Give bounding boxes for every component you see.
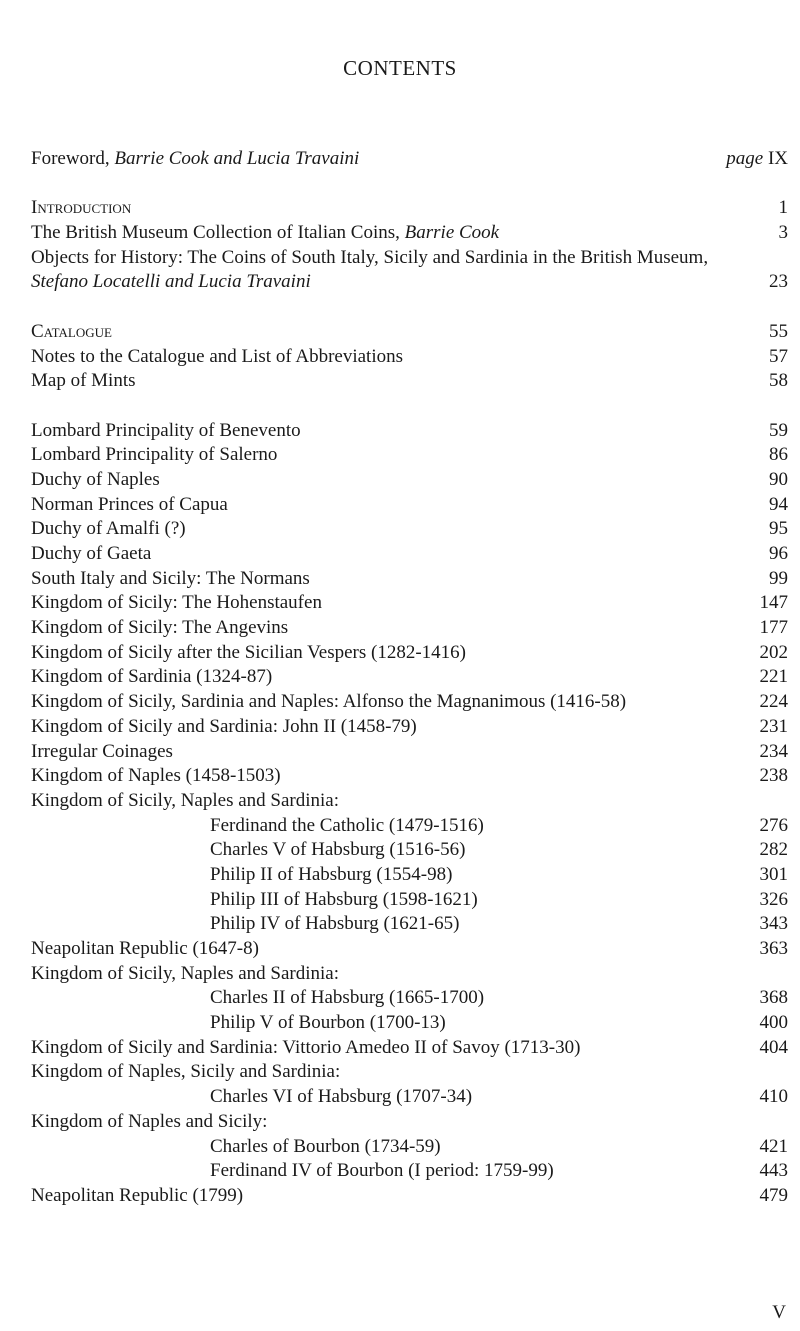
toc-entry [31,690,788,715]
toc-section-heading: Introduction [31,197,132,219]
toc-entry [31,863,788,888]
toc-page-number: 276 [759,814,788,836]
toc-entry [31,715,788,740]
toc-entry [31,789,788,814]
toc-entry [31,542,788,567]
toc-entry-label: Kingdom of Sicily, Sardinia and Naples: Alfonso the Magnanimous (1416-58) [31,691,627,713]
toc-entry-label: Notes to the Catalogue and List of Abbreviations [31,345,404,367]
toc-entry-label: Kingdom of Naples, Sicily and Sardinia: [31,1061,341,1083]
toc-page-number: 238 [759,765,788,787]
toc-entry [31,1184,788,1209]
toc-entry [31,665,788,690]
toc-page-number: 368 [759,987,788,1009]
toc-entry [31,838,788,863]
toc-entry-label: Kingdom of Sicily and Sardinia: John II (1458-79) [31,715,417,737]
toc-entry-notes [31,345,788,370]
toc-entry-objects-for-history [31,246,788,295]
toc-entry-label: Kingdom of Sicily, Naples and Sardinia: [31,962,339,984]
toc-page-number: 326 [759,888,788,910]
toc-page-number: 224 [759,691,788,713]
toc-entry [31,517,788,542]
toc-entry-label: Philip V of Bourbon (1700-13) [210,1012,446,1034]
toc-page-number: 23 [769,271,788,293]
toc-entry-author: Stefano Locatelli and Lucia Travaini [31,271,311,293]
toc-page-number: 55 [769,320,788,342]
toc-page-number: 202 [759,641,788,663]
toc-page-number: 90 [769,468,788,490]
toc-entry-label: Duchy of Naples [31,468,160,490]
toc-entry-label: Foreword, [31,148,115,169]
toc-entry-label: Kingdom of Sicily after the Sicilian Vespers (1282-1416) [31,641,466,663]
toc-page-number: IX [767,148,788,169]
toc-entry-label: Kingdom of Sicily, Naples and Sardinia: [31,789,339,811]
toc-entry-label: Kingdom of Naples (1458-1503) [31,765,281,787]
toc-entry [31,1085,788,1110]
toc-entry-author: Barrie Cook [404,222,500,244]
toc-entry [31,493,788,518]
toc-page-number: 1 [778,197,788,219]
toc-entry-label: Kingdom of Sicily: The Hohenstaufen [31,592,322,614]
toc-entry-introduction [31,196,788,221]
toc-entry [31,616,788,641]
page-folio: V [772,1302,786,1323]
toc-entry-label: Kingdom of Naples and Sicily: [31,1110,268,1132]
page-prefix: page [726,148,764,169]
toc-entry [31,937,788,962]
toc-entry-label: South Italy and Sicily: The Normans [31,567,310,589]
toc-page-number: 96 [769,543,788,565]
toc-entry-label: Lombard Principality of Salerno [31,444,278,466]
toc-entry-label: Philip II of Habsburg (1554-98) [210,863,453,885]
toc-entry-label: Neapolitan Republic (1647-8) [31,938,259,960]
toc-entry-bm-collection [31,221,788,246]
toc-entry-label: Ferdinand IV of Bourbon (I period: 1759-99) [210,1160,554,1182]
toc-entry [31,1135,788,1160]
page-title: CONTENTS [343,56,457,80]
toc-entry [31,1060,788,1085]
toc-page-number: 99 [769,567,788,589]
toc-page-number: 400 [759,1012,788,1034]
toc-page-number: 410 [759,1086,788,1108]
toc-page-number: 404 [759,1036,788,1058]
toc-entry [31,986,788,1011]
toc-page-number: 58 [769,370,788,392]
toc-page-number: 282 [759,839,788,861]
toc-entry [31,814,788,839]
toc-page-number: 94 [769,493,788,515]
toc-entry [31,419,788,444]
toc-page-number: 234 [759,740,788,762]
toc-entry [31,443,788,468]
toc-catalogue-entries [31,419,788,1209]
toc-entry [31,567,788,592]
toc-entry-author: Barrie Cook and Lucia Travaini [114,148,360,169]
toc-entry [31,1011,788,1036]
table-of-contents [31,147,788,1209]
toc-entry-label: Kingdom of Sicily: The Angevins [31,617,289,639]
toc-section-heading: Catalogue [31,320,112,342]
toc-entry-label: Duchy of Amalfi (?) [31,518,186,540]
toc-entry [31,764,788,789]
toc-entry-label: Kingdom of Sicily and Sardinia: Vittorio Amedeo II of Savoy (1713-30) [31,1036,581,1058]
toc-entry-label: Norman Princes of Capua [31,493,228,515]
toc-entry [31,591,788,616]
toc-entry-map [31,369,788,394]
toc-entry [31,740,788,765]
toc-entry-label: Neapolitan Republic (1799) [31,1184,244,1206]
toc-page-number: 86 [769,444,788,466]
toc-entry [31,888,788,913]
toc-entry [31,468,788,493]
toc-entry-label: The British Museum Collection of Italian Coins, [31,222,405,244]
toc-entry [31,912,788,937]
toc-entry-label: Kingdom of Sardinia (1324-87) [31,666,273,688]
toc-entry-catalogue [31,320,788,345]
toc-page-number: 479 [759,1184,788,1206]
toc-entry-label: Ferdinand the Catholic (1479-1516) [210,814,484,836]
toc-page-number: 59 [769,419,788,441]
toc-entry-label: Objects for History: The Coins of South Italy, Sicily and Sardinia in the British Museum, [31,246,709,268]
toc-entry [31,641,788,666]
toc-page-number: 3 [778,222,788,244]
toc-page-number: 443 [759,1160,788,1182]
toc-entry-foreword [31,147,788,172]
toc-entry-label: Charles II of Habsburg (1665-1700) [210,987,485,1009]
toc-entry [31,1036,788,1061]
toc-entry [31,1110,788,1135]
toc-page-number: 57 [769,345,788,367]
toc-page-number: 363 [759,938,788,960]
toc-entry-label: Irregular Coinages [31,740,173,762]
toc-page-number: 177 [759,617,788,639]
toc-page-number: 231 [759,715,788,737]
toc-entry-label: Charles VI of Habsburg (1707-34) [210,1086,473,1108]
toc-entry-label: Charles V of Habsburg (1516-56) [210,839,466,861]
toc-page-number: 221 [759,666,788,688]
toc-entry [31,1159,788,1184]
toc-page-number: 421 [759,1135,788,1157]
toc-entry-label: Map of Mints [31,370,136,392]
toc-entry-label: Duchy of Gaeta [31,543,152,565]
toc-entry [31,962,788,987]
toc-page-number: 301 [759,863,788,885]
toc-page-number: 147 [759,592,788,614]
toc-entry-label: Lombard Principality of Benevento [31,419,301,441]
toc-page-number: 95 [769,518,788,540]
toc-page-number: 343 [759,913,788,935]
toc-entry-label: Philip III of Habsburg (1598-1621) [210,888,478,910]
toc-entry-label: Philip IV of Habsburg (1621-65) [210,913,460,935]
toc-entry-label: Charles of Bourbon (1734-59) [210,1135,441,1157]
